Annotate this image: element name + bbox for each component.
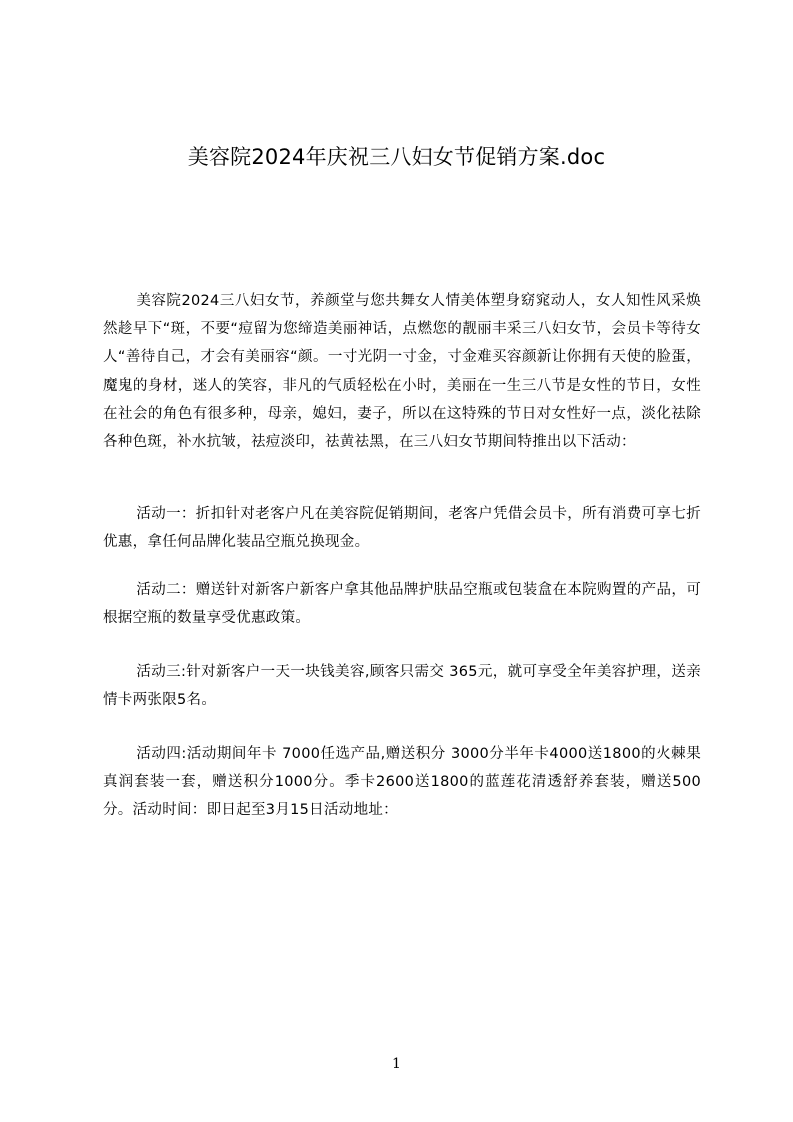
activity-four-paragraph: 活动四:活动期间年卡 7000任选产品,赠送积分 3000分半年卡4000送1800的火棘果真润套装一套，赠送积分1000分。季卡2600送1800的蓝莲花清透舒养套装，赠送500分。活动时间：即日起至3月15日活动地址： — [103, 746, 701, 819]
activity-two-block — [103, 576, 701, 632]
activity-four-block — [103, 740, 701, 825]
intro-paragraph: 美容院2024三八妇女节，养颜堂与您共舞女人情美体塑身窈窕动人，女人知性风采焕然趁早下“斑，不要“痘留为您缔造美丽神话，点燃您的靓丽丰采三八妇女节，会员卡等待女人“善待自己，才会有美丽容“颜。一寸光阴一寸金，寸金难买容颜新让你拥有天使的脸蛋，魔鬼的身材，迷人的笑容，非凡的气质轻松在小时，美丽在一生三八节是女性的节日，女性在社会的角色有很多种，母亲，媳妇，妻子，所以在这特殊的节日对女性好一点，淡化祛除各种色斑，补水抗皱，祛痘淡印，祛黄祛黑，在三八妇女节期间特推出以下活动： — [103, 293, 701, 451]
page-number: 1 — [392, 1056, 401, 1072]
intro-paragraph-block — [103, 287, 701, 456]
document-title: 美容院2024年庆祝三八妇女节促销方案.doc — [187, 145, 606, 169]
activity-one-paragraph: 活动一：折扣针对老客户凡在美容院促销期间，老客户凭借会员卡，所有消费可享七折优惠，拿任何品牌化装品空瓶兑换现金。 — [103, 506, 701, 551]
activity-three-block — [103, 658, 701, 714]
activity-one-block — [103, 500, 701, 556]
activity-three-paragraph: 活动三:针对新客户一天一块钱美容,顾客只需交 365元，就可享受全年美容护理，送亲情卡两张限5名。 — [103, 664, 701, 709]
activity-two-paragraph: 活动二：赠送针对新客户新客户拿其他品牌护肤品空瓶或包装盒在本院购置的产品，可根据空瓶的数量享受优惠政策。 — [103, 582, 701, 627]
